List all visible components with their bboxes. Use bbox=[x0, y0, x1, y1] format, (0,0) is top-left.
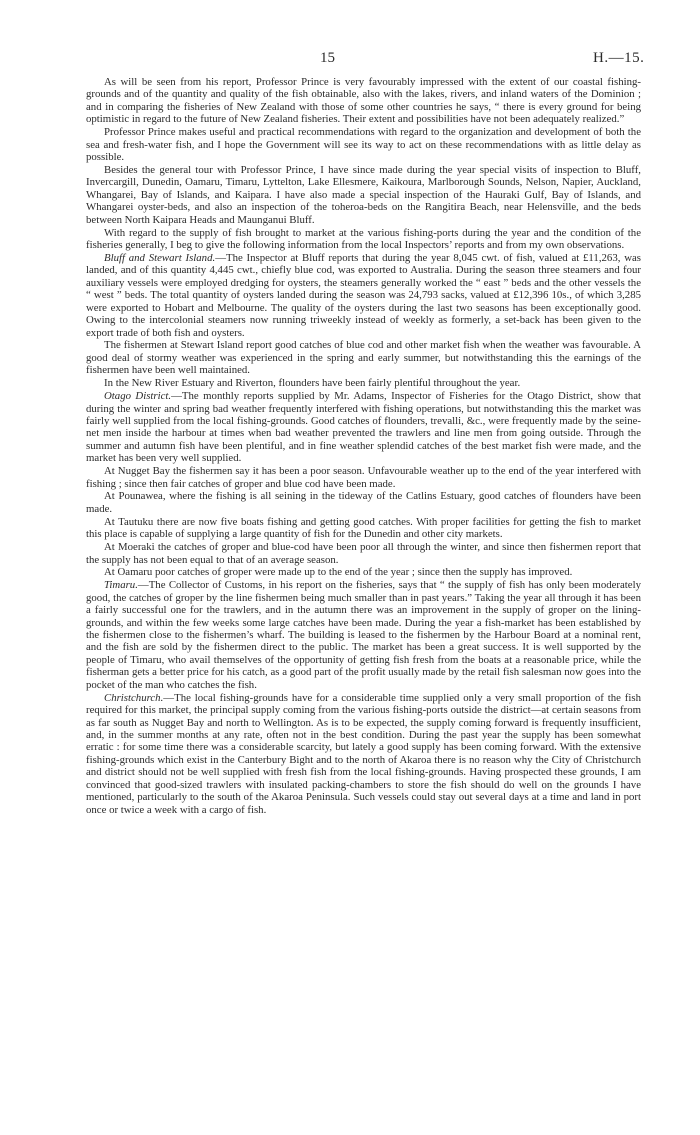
paragraph bbox=[86, 692, 641, 817]
paragraph bbox=[86, 390, 641, 465]
document-reference: H.—15. bbox=[593, 50, 645, 66]
paragraph bbox=[86, 465, 641, 490]
paragraph-text: Professor Prince makes useful and practical recommendations with regard to the organization and development of both the sea and fresh-water fish, and I hope the Government will see its way to act on these recommendations with as little delay as possible. bbox=[86, 126, 641, 164]
section-heading-christchurch: Christchurch. bbox=[104, 691, 164, 704]
paragraph bbox=[86, 76, 641, 126]
paragraph bbox=[86, 377, 641, 389]
paragraph bbox=[86, 490, 641, 515]
report-body bbox=[86, 76, 641, 816]
page-number: 15 bbox=[320, 50, 335, 66]
paragraph-text: At Oamaru poor catches of groper were made up to the end of the year ; since then the supply has improved. bbox=[104, 566, 573, 579]
paragraph-text: At Nugget Bay the fishermen say it has been a poor season. Unfavourable weather up to the end of the year interfered with fishing ; since then fair catches of groper and blue cod have been made. bbox=[86, 465, 641, 490]
paragraph-text: —The monthly reports supplied by Mr. Adams, Inspector of Fisheries for the Otago District, show that during the winter and spring bad weather frequently interfered with fishing operations, but notwithstanding this the market was fairly well supplied from the local fishing-grounds. Good catches of flounders, trevalli, &c., were frequently made by the seine-net men inside the harbour at times when bad weather prevented the trawlers and line men from going outside. Through the summer and autumn fish have been plentiful, and in fine weather splendid catches of the best market fish were made, and the market has been very well supplied. bbox=[86, 390, 641, 465]
paragraph-text: In the New River Estuary and Riverton, flounders have been fairly plentiful throughout the year. bbox=[104, 377, 521, 390]
paragraph bbox=[86, 566, 641, 578]
paragraph bbox=[86, 516, 641, 541]
paragraph-text: —The Inspector at Bluff reports that during the year 8,045 cwt. of fish, valued at £11,263, was landed, and of this quantity 4,445 cwt., chiefly blue cod, was exported to Australia. During the season three steamers and four auxiliary vessels were employed dredging for oysters, the steamers generally worked the “ east ” beds and the other vessels the “ west ” beds. The total quantity of oysters landed during the season was 24,793 sacks, valued at £12,396 10s., of which 3,285 were exported to Hobart and Melbourne. The quality of the oysters during the last two seasons has been exceptionally good. Owing to the intercolonial steamers now running triweekly instead of weekly as formerly, a set-back has been given to the export trade of both fish and oysters. bbox=[86, 251, 641, 339]
paragraph-text: At Tautuku there are now five boats fishing and getting good catches. With proper facilities for getting the fish to market this place is capable of supplying a large quantity of fish for the Dunedin and other city markets. bbox=[86, 515, 641, 541]
paragraph-text: —The local fishing-grounds have for a considerable time supplied only a very small proportion of the fish required for this market, the principal supply coming from the various fishing-ports outside the district—at certain seasons from as far south as Nugget Bay and north to Wellington. As is to be expected, the supply coming forward is frequently insufficient, and, in the summer months at any rate, often not in the best condition. During the past year the supply has been somewhat erratic : for some time there was a considerable scarcity, but lately a good supply has been coming forward. With the extensive fishing-grounds which exist in the Canterbury Bight and to the north of Akaroa there is no reason why the City of Christchurch and district should not be well supplied with fresh fish from the local fishing-grounds. Having prospected these grounds, I am convinced that good-sized trawlers with insulated packing-chambers to store the fish should do well on the grounds I have mentioned, particularly to the south of the Akaroa Peninsula. Such vessels could stay out several days at a time and land in port once or twice a week with a cargo of fish. bbox=[86, 691, 641, 816]
section-heading-otago-district: Otago District. bbox=[104, 390, 172, 403]
section-heading-timaru: Timaru. bbox=[104, 579, 138, 592]
paragraph bbox=[86, 227, 641, 252]
paragraph bbox=[86, 541, 641, 566]
paragraph-text: At Pounawea, where the fishing is all seining in the tideway of the Catlins Estuary, good catches of flounders have been made. bbox=[86, 490, 641, 515]
paragraph bbox=[86, 339, 641, 376]
paragraph-text: With regard to the supply of fish brought to market at the various fishing-ports during the year and the condition of the fisheries generally, I beg to give the following information from the local Inspectors’ reports and from my own observations. bbox=[86, 226, 641, 252]
paragraph bbox=[86, 252, 641, 339]
paragraph-text: Besides the general tour with Professor Prince, I have since made during the year special visits of inspection to Bluff, Invercargill, Dunedin, Oamaru, Timaru, Lyttelton, Lake Ellesmere, Kaikoura, Marlborough Sounds, Nelson, Napier, Auckland, Whangarei, Bay of Islands, and Kaipara. I have also made a special inspection of the Hauraki Gulf, Bay of Islands, and Whangarei oyster-beds, and also an inspection of the toheroa-beds on the Rangitira Beach, near Helensville, and the beds between North Kaipara Heads and Maunganui Bluff. bbox=[86, 163, 641, 226]
page-header bbox=[0, 50, 700, 70]
paragraph bbox=[86, 579, 641, 691]
paragraph bbox=[86, 126, 641, 163]
paragraph bbox=[86, 164, 641, 226]
paragraph-text: As will be seen from his report, Professor Prince is very favourably impressed with the extent of our coastal fishing-grounds and of the quantity and quality of the fish obtainable, also with the lakes, rivers, and inland waters of the Dominion ; and in comparing the fisheries of New Zealand with those of some other countries he says, “ there is every ground for being optimistic in regard to the future of New Zealand fisheries. Their extent and possibilities have not been adequately realized.” bbox=[86, 76, 641, 126]
paragraph-text: The fishermen at Stewart Island report good catches of blue cod and other market fish when the weather was favourable. A good deal of stormy weather was experienced in the spring and early summer, but notwithstanding this the earnings of the fishermen have been well maintained. bbox=[86, 339, 641, 377]
paragraph-text: —The Collector of Customs, in his report on the fisheries, says that “ the supply of fish has only been moderately good, the catches of groper by the line fishermen being much smaller than in past years.” Taking the year all through it has been a fairly successful one for the trawlers, and in the autumn there was an improvement in the supply of groper on the lining-grounds, and within the few weeks some large catches have been made. During the year a fish-market has been established by the fishermen close to the fishermen’s wharf. The building is leased to the fishermen by the Harbour Board at a nominal rent, and the fish are sold by the fishermen direct to the public. The market has been a great success. It is well supported by the people of Timaru, who avail themselves of the opportunity of getting fish fresh from the boats at a reasonable price, while the fisherman gets a better price for his catch, as a good part of the profit usually made by the retail fish salesman now goes into the pocket of the man who catches the fish. bbox=[86, 579, 641, 691]
paragraph-text: At Moeraki the catches of groper and blue-cod have been poor all through the winter, and since then fishermen report that the supply has not been equal to that of an average season. bbox=[86, 541, 641, 566]
section-heading-bluff-stewart-island: Bluff and Stewart Island. bbox=[104, 251, 216, 264]
